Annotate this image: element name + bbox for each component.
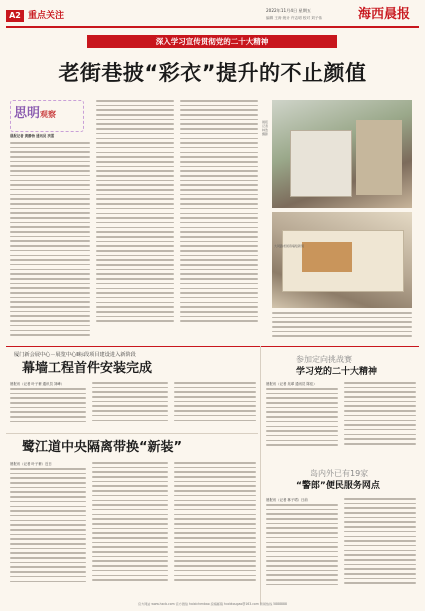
lead-column-4 [272, 312, 412, 344]
column-logo-main: 思明 [14, 106, 41, 121]
page-number-badge: A2 [6, 10, 24, 22]
section-title: 重点关注 [28, 11, 65, 21]
right1-byline: 晨报讯（记者 吴翠 通讯员 陈佳） [266, 382, 317, 386]
right2-byline: 晨报讯（记者 林子珺）日前 [266, 498, 308, 502]
lead-column-1 [10, 142, 90, 342]
topic-banner: 深入学习宣传贯彻党的二十大精神 [87, 35, 337, 48]
right1-column-2 [344, 382, 416, 456]
photo-caption-2: 大同路老街巷墙绘新貌 [274, 244, 305, 248]
article2-kicker: 厦门新会展中心－展览中心Ⅱ标段项目建设进入新阶段 [14, 352, 136, 358]
header-rule [6, 26, 419, 28]
photo-credit-vertical: 晨报记者 林浩 摄影 [262, 120, 269, 136]
page-footer: 官方网站 www.hxcb.com 官方微信 haixichenbao 投稿邮箱 hxcbtougao@163.com 新闻热线 5888888 [138, 602, 287, 606]
right2-column-1 [266, 504, 338, 596]
main-headline: 老街巷披“彩衣”提升的不止颜值 [58, 61, 367, 85]
newspaper-logo: 海西晨报 [358, 7, 411, 22]
issue-date: 2022年11月4日 星期五 [266, 8, 312, 13]
right2-title: “警郎”便民服务网点 [296, 481, 380, 491]
lead-column-2 [96, 100, 174, 342]
lead-column-3 [180, 100, 258, 342]
article3-byline: 晨报讯（记者 叶子蓁）近日 [10, 462, 52, 466]
article3-column-3 [174, 462, 256, 596]
street-photo-1 [272, 100, 412, 208]
photo-building [290, 130, 352, 197]
right2-kicker: 岛内外已有19家 [310, 469, 369, 478]
right1-title: 学习党的二十大精神 [296, 367, 378, 377]
article-divider [6, 433, 258, 434]
column-divider [260, 346, 261, 604]
section-divider [6, 346, 419, 347]
column-logo-sub: 观察 [40, 110, 57, 119]
article3-column-1 [10, 468, 86, 596]
column-logo [14, 102, 70, 126]
right1-kicker: 参加定向挑战赛 [296, 355, 352, 364]
right1-column-1 [266, 388, 338, 456]
article3-title: 鹭江道中央隔离带换“新装” [22, 440, 183, 455]
article3-column-2 [92, 462, 168, 596]
article2-byline: 晨报讯（记者 叶子蓁 通讯员 刘峰） [10, 382, 65, 386]
article2-column-2 [92, 382, 168, 430]
right2-column-2 [344, 498, 416, 596]
lead-byline: 晨报记者 黄静怡 通讯员 洪雷 [10, 134, 55, 138]
article2-column-3 [174, 382, 256, 430]
article2-title: 幕墙工程首件安装完成 [22, 361, 153, 376]
photo-building [356, 120, 402, 195]
street-photo-2 [272, 212, 412, 308]
editor-info: 编辑 王涛 统计 许志明 校对 刘子伟 [266, 16, 323, 20]
article2-column-1 [10, 388, 86, 430]
